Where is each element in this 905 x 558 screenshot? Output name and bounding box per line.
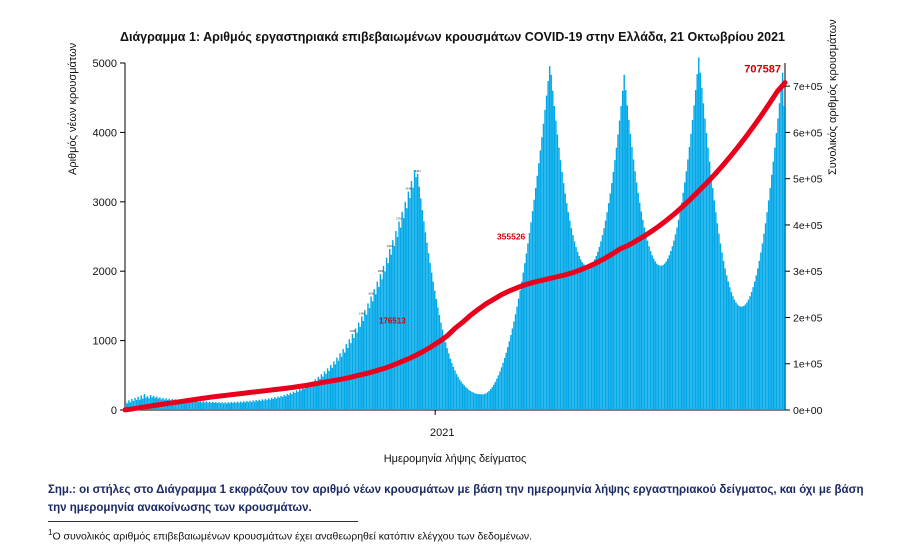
svg-text:707587: 707587 [744,63,781,76]
svg-text:0: 0 [110,405,117,417]
svg-text:3000: 3000 [92,196,117,209]
footnote-divider [48,521,358,522]
chart-footnote [48,528,868,543]
svg-text:2e+05: 2e+05 [793,312,823,325]
svg-text:2320: 2320 [386,245,393,248]
svg-text:1348: 1348 [358,312,365,316]
svg-text:1096: 1096 [349,329,356,333]
svg-text:1636: 1636 [368,292,374,296]
svg-text:0e+00: 0e+00 [793,405,823,417]
x-axis-title: Ημερομηνία λήψης δείγματος [383,453,527,465]
svg-text:2716: 2716 [396,217,402,221]
svg-text:1000: 1000 [92,335,117,348]
svg-text:3e+05: 3e+05 [793,266,823,279]
svg-text:176513: 176513 [378,316,406,326]
footnote-text: Ο συνολικός αριθμός επιβεβαιωμένων κρουσμάτων έχει αναθεωρηθεί κατόπιν ελέγχου των δεδομένων. [52,530,533,543]
svg-text:6e+05: 6e+05 [793,127,823,140]
svg-text:3404: 3404 [414,169,421,173]
svg-text:7e+05: 7e+05 [793,81,823,94]
covid-cases-chart [75,55,835,445]
svg-text:1e+05: 1e+05 [793,358,823,371]
footnote-marker: 1 [48,528,53,537]
svg-text:2000: 2000 [92,266,117,279]
svg-text:3148: 3148 [405,187,412,191]
svg-text:4000: 4000 [92,127,117,140]
svg-text:4e+05: 4e+05 [793,219,823,232]
svg-text:5e+05: 5e+05 [793,173,823,186]
y-axis-left-title: Αριθμός νέων κρουσμάτων [67,42,79,175]
svg-text:5000: 5000 [92,58,117,70]
page-title: Διάγραμμα 1: Αριθμός εργαστηριακά επιβεβαιωμένων κρουσμάτων COVID-19 στην Ελλάδα, 21 Οκτωβρίου 2021 [119,30,785,44]
y-axis-right-title: Συνολικός αριθμός κρουσμάτων [827,19,839,175]
chart-note: Σημ.: οι στήλες στο Διάγραμμα 1 εκφράζουν τον αριθμό νέων κρουσμάτων με βάση την ημερομηνία λήψης εργαστηριακού δείγματος, και όχι με βάση την ημερομηνία ανακοίνωσης των κρουσμάτων. [48,484,864,514]
svg-text:355526: 355526 [496,231,526,242]
svg-text:1960: 1960 [377,270,384,273]
x-tick-label-2021: 2021 [430,427,455,439]
